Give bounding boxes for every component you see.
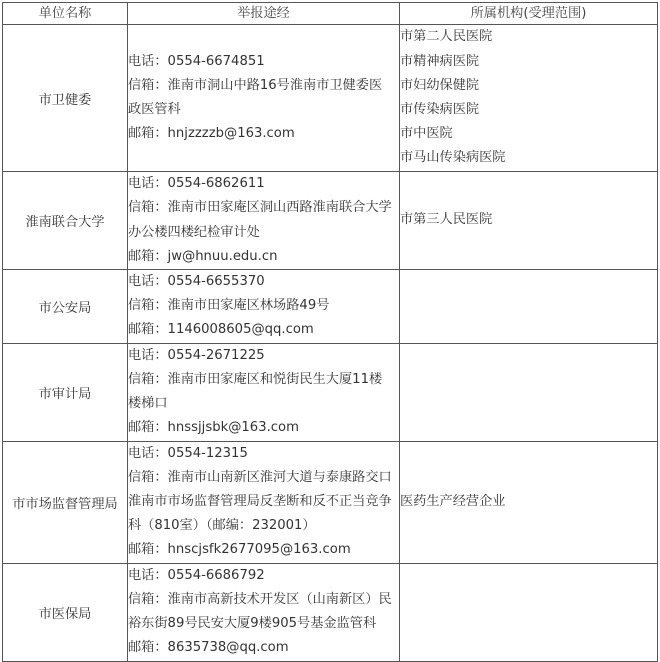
scope-cell bbox=[400, 343, 658, 441]
table-row bbox=[3, 172, 658, 270]
scope-item: 市妇幼保健院 bbox=[400, 77, 480, 93]
phone-line: 电话：0554-6862611 bbox=[128, 176, 265, 192]
report-channels-cell bbox=[128, 25, 400, 172]
phone-line: 电话：0554-6674851 bbox=[128, 53, 265, 69]
unit-name-cell: 市市场监督管理局 bbox=[3, 441, 128, 563]
header-affiliated-institutions: 所属机构(受理范围) bbox=[400, 3, 658, 25]
mailbox-line: 信箱：淮南市田家庵区林场路49号 bbox=[128, 298, 330, 314]
email-line[interactable]: 邮箱：1146008605@qq.com bbox=[128, 322, 314, 338]
scope-item: 市传染病医院 bbox=[400, 102, 480, 117]
table-header-row bbox=[3, 3, 658, 25]
mailbox-line: 楼梯口 bbox=[128, 396, 168, 412]
report-channels-cell bbox=[128, 270, 400, 344]
mailbox-line: 信箱：淮南市田家庵区和悦街民生大厦11楼 bbox=[128, 371, 383, 387]
mailbox-line: 办公楼四楼纪检审计处 bbox=[128, 224, 260, 240]
unit-name-cell: 市公安局 bbox=[3, 270, 128, 344]
scope-item: 市中医院 bbox=[400, 126, 453, 142]
report-channels-cell bbox=[128, 172, 400, 270]
email-line[interactable]: 邮箱：hnscjsfk2677095@163.com bbox=[128, 542, 351, 558]
mailbox-line: 淮南市市场监督管理局反垄断和反不正当竞争 bbox=[128, 494, 392, 510]
mailbox-line: 信箱：淮南市洞山中路16号淮南市卫健委医 bbox=[128, 77, 383, 93]
mailbox-line: 政医管科 bbox=[128, 102, 181, 117]
email-line[interactable]: 邮箱：hnssjjsbk@163.com bbox=[128, 420, 299, 436]
phone-line: 电话：0554-12315 bbox=[128, 445, 248, 461]
mailbox-line: 信箱：淮南市高新技术开发区（山南新区）民 bbox=[128, 591, 392, 607]
phone-line: 电话：0554-6686792 bbox=[128, 567, 265, 583]
mailbox-line: 科（810室）（邮编：232001） bbox=[128, 518, 316, 534]
scope-item: 市马山传染病医院 bbox=[400, 150, 506, 166]
scope-item: 市第二人民医院 bbox=[400, 29, 493, 45]
header-unit-name: 单位名称 bbox=[3, 3, 128, 25]
header-report-channels: 举报途经 bbox=[128, 3, 400, 25]
scope-cell bbox=[400, 563, 658, 661]
phone-line: 电话：0554-6655370 bbox=[128, 274, 265, 289]
scope-cell bbox=[400, 25, 658, 172]
table-row bbox=[3, 270, 658, 344]
mailbox-line: 裕东街89号民安大厦9楼905号基金监管科 bbox=[128, 616, 377, 632]
scope-item: 市第三人民医院 bbox=[400, 212, 493, 228]
report-channels-cell bbox=[128, 441, 400, 563]
table-row bbox=[3, 25, 658, 172]
report-channels-table bbox=[2, 2, 658, 662]
mailbox-line: 信箱：淮南市山南新区淮河大道与泰康路交口 bbox=[128, 469, 392, 485]
table-row bbox=[3, 441, 658, 563]
report-channels-cell bbox=[128, 343, 400, 441]
report-channels-cell bbox=[128, 563, 400, 661]
unit-name-cell: 市卫健委 bbox=[3, 25, 128, 172]
email-line[interactable]: 邮箱：jw@hnuu.edu.cn bbox=[128, 248, 278, 264]
mailbox-line: 信箱：淮南市田家庵区洞山西路淮南联合大学 bbox=[128, 200, 392, 216]
email-line[interactable]: 邮箱：hnjzzzzb@163.com bbox=[128, 126, 295, 142]
unit-name-cell: 市审计局 bbox=[3, 343, 128, 441]
scope-item: 市精神病医院 bbox=[400, 53, 480, 69]
scope-cell bbox=[400, 270, 658, 344]
scope-item: 医药生产经营企业 bbox=[400, 494, 506, 510]
unit-name-cell: 市医保局 bbox=[3, 563, 128, 661]
phone-line: 电话：0554-2671225 bbox=[128, 347, 265, 363]
scope-cell bbox=[400, 172, 658, 270]
unit-name-cell: 淮南联合大学 bbox=[3, 172, 128, 270]
table-row bbox=[3, 563, 658, 661]
table-row bbox=[3, 343, 658, 441]
scope-cell bbox=[400, 441, 658, 563]
email-line[interactable]: 邮箱：8635738@qq.com bbox=[128, 640, 289, 656]
